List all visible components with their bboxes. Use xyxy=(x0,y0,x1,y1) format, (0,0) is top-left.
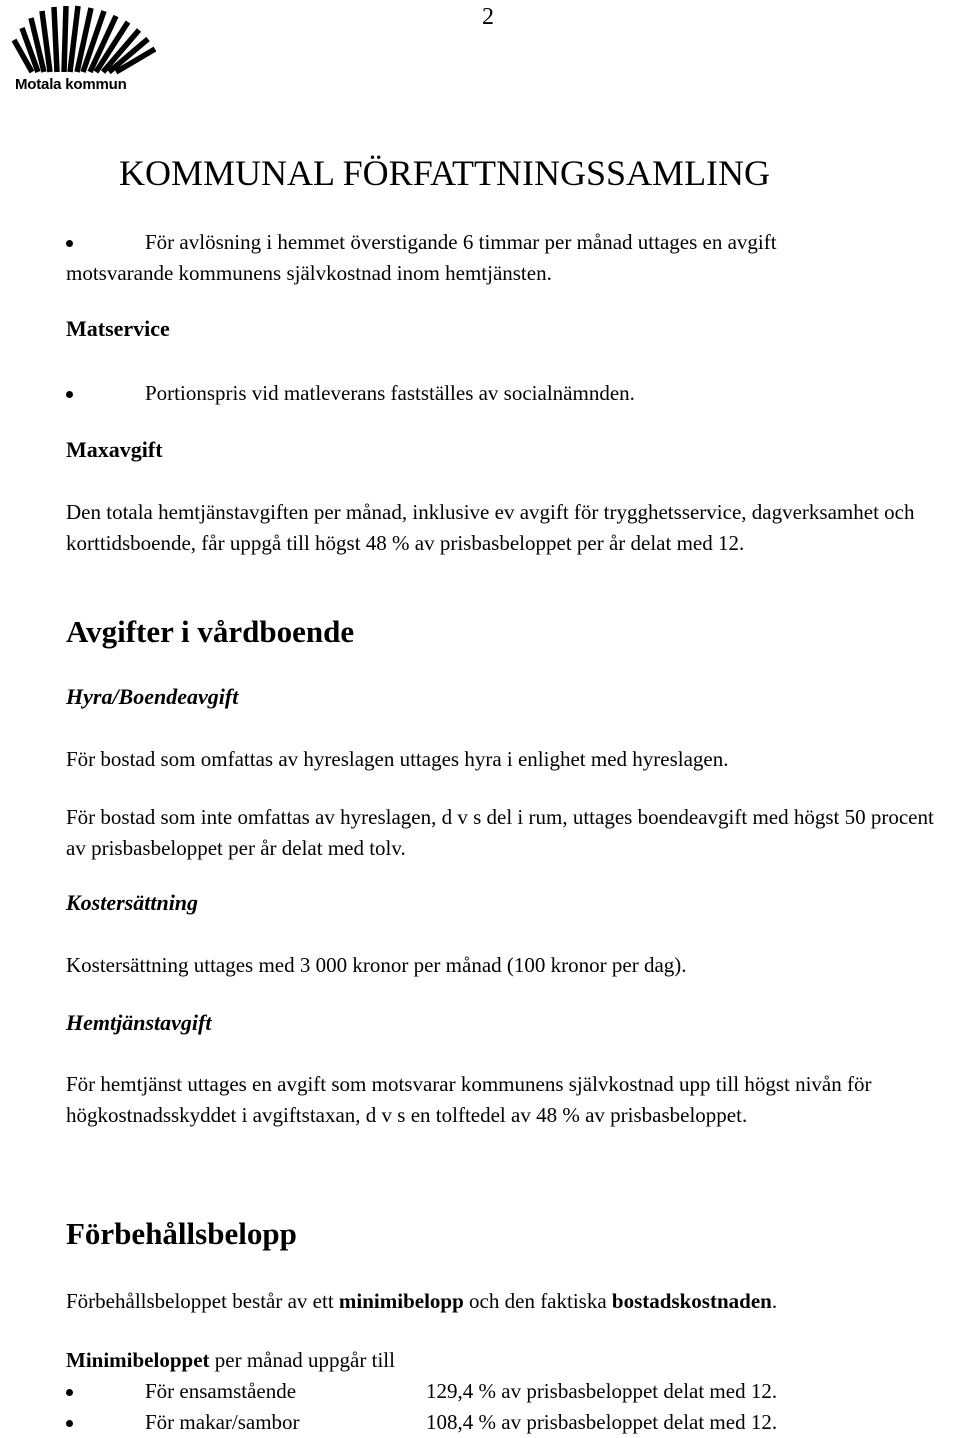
hyra-paragraph-2: För bostad som inte omfattas av hyreslagen, d v s del i rum, uttages boendeavgift med högst 50 procent av prisbasbeloppet per år delat med tolv. xyxy=(66,805,934,860)
maxavgift-heading: Maxavgift xyxy=(66,437,163,462)
minimibelopp-bold: Minimibeloppet xyxy=(66,1348,210,1372)
hyra-paragraph-1: För bostad som omfattas av hyreslagen uttages hyra i enlighet med hyreslagen. xyxy=(66,747,729,771)
hemtjanstavgift-paragraph: För hemtjänst uttages en avgift som motsvarar kommunens självkostnad upp till högst nivån för högkostnadsskyddet i avgiftstaxan, d v s en tolftedel av 48 % av prisbasbeloppet. xyxy=(66,1072,872,1127)
hemtjanstavgift-heading: Hemtjänstavgift xyxy=(66,1010,212,1035)
list-item xyxy=(66,1376,956,1407)
maxavgift-paragraph: Den totala hemtjänstavgiften per månad, inklusive ev avgift för trygghetsservice, dagverksamhet och korttidsboende, får uppgå till högst 48 % av prisbasbeloppet per år delat med 12. xyxy=(66,500,915,555)
kostersattning-heading: Kostersättning xyxy=(66,890,199,915)
bullet-icon xyxy=(66,240,73,247)
minimi-item-label: För makar/sambor xyxy=(145,1410,300,1434)
motala-logo-mark xyxy=(8,4,158,76)
bullet-icon xyxy=(66,1389,73,1396)
bullet-matservice xyxy=(66,378,956,409)
bullet-icon xyxy=(66,391,73,398)
forbehall-text-1: Förbehållsbeloppet består av ett xyxy=(66,1289,339,1313)
list-item xyxy=(66,1407,956,1438)
vardboende-heading: Avgifter i vårdboende xyxy=(66,614,355,649)
forbehallsbelopp-heading: Förbehållsbelopp xyxy=(66,1216,297,1251)
page-number: 2 xyxy=(482,4,494,30)
bullet-avlosning-continuation: motsvarande kommunens självkostnad inom hemtjänsten. xyxy=(66,261,552,285)
bullet-avlosning-text: För avlösning i hemmet överstigande 6 timmar per månad uttages en avgift xyxy=(145,230,777,254)
minimi-item-label: För ensamstående xyxy=(145,1379,297,1403)
kostersattning-paragraph: Kostersättning uttages med 3 000 kronor per månad (100 kronor per dag). xyxy=(66,953,687,977)
minimi-item-value: 129,4 % av prisbasbeloppet delat med 12. xyxy=(426,1379,778,1403)
forbehall-text-2: och den faktiska xyxy=(463,1289,612,1313)
forbehallsbelopp-paragraph xyxy=(66,1286,956,1317)
forbehall-bold-bostadskostnaden: bostadskostnaden xyxy=(611,1289,772,1313)
matservice-heading: Matservice xyxy=(66,316,170,341)
forbehall-text-3: . xyxy=(771,1289,778,1313)
bullet-matservice-text: Portionspris vid matleverans fastställes av socialnämnden. xyxy=(145,381,635,405)
bullet-avlosning xyxy=(66,227,956,258)
hyra-heading: Hyra/Boendeavgift xyxy=(66,684,239,709)
minimibelopp-rest: per månad uppgår till xyxy=(209,1348,395,1372)
motala-kommun-logo xyxy=(8,4,158,96)
minimibelopp-intro xyxy=(66,1345,956,1376)
minimi-item-value: 108,4 % av prisbasbeloppet delat med 12. xyxy=(426,1410,778,1434)
forbehall-bold-minimibelopp: minimibelopp xyxy=(338,1289,464,1313)
bullet-icon xyxy=(66,1420,73,1427)
logo-wordmark: Motala kommun xyxy=(15,76,127,93)
document-title: KOMMUNAL FÖRFATTNINGSSAMLING xyxy=(119,153,771,193)
